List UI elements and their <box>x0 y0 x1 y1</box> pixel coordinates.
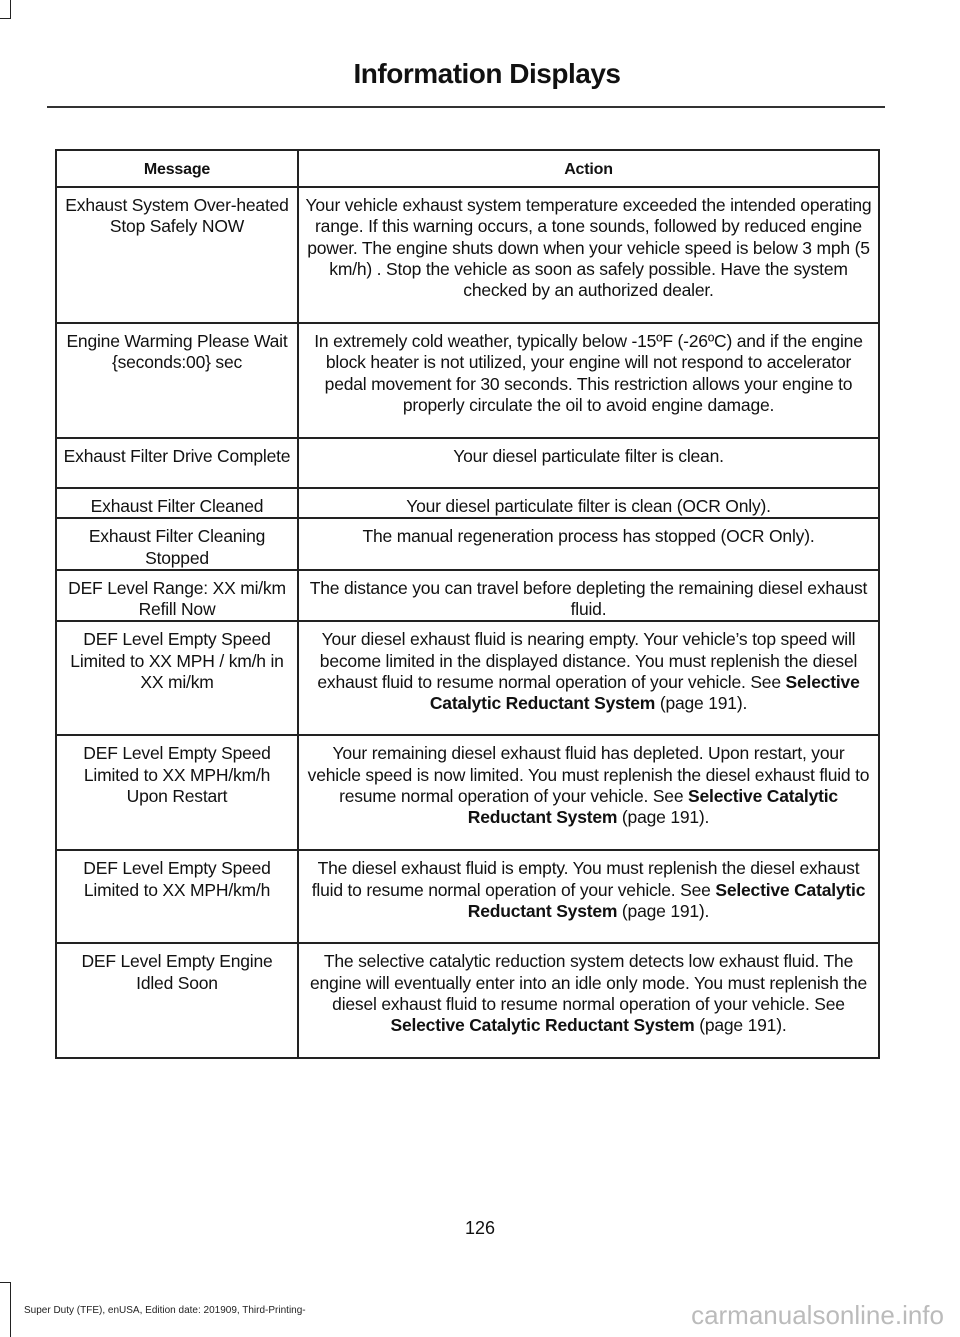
table-row <box>56 943 879 1058</box>
action-cell <box>298 323 879 438</box>
page-number: 126 <box>464 1218 496 1238</box>
cross-reference-link[interactable]: Selective Catalytic Reductant System <box>467 786 838 828</box>
action-text: Your remaining diesel exhaust fluid has depleted. Upon restart, your vehicle speed is now limited. You must replenish the diesel exhaust fluid to resume normal operation of your vehicle. See <box>307 743 870 807</box>
message-cell: Exhaust System Over-heated Stop Safely NOW <box>56 187 298 323</box>
action-text: The manual regeneration process has stopped (OCR Only). <box>362 526 815 547</box>
message-cell: Engine Warming Please Wait {seconds:00} sec <box>56 323 298 438</box>
column-header-action: Action <box>298 150 879 187</box>
action-text: Your diesel exhaust fluid is nearing empty. Your vehicle’s top speed will become limited in the displayed distance. You must replenish the diesel exhaust fluid to resume normal operation of your vehicle. See <box>317 629 858 693</box>
action-cell <box>298 187 879 323</box>
action-cell <box>298 488 879 518</box>
message-cell: Exhaust Filter Cleaned <box>56 488 298 518</box>
table-row <box>56 570 879 622</box>
table-row <box>56 187 879 323</box>
message-cell: Exhaust Filter Drive Complete <box>56 438 298 488</box>
message-cell: DEF Level Range: XX mi/km Refill Now <box>56 570 298 622</box>
action-text: Your diesel particulate filter is clean. <box>453 446 724 466</box>
table-row <box>56 518 879 570</box>
message-cell: DEF Level Empty Speed Limited to XX MPH/km/h <box>56 850 298 943</box>
cross-reference-link[interactable]: Selective Catalytic Reductant System <box>390 1015 695 1036</box>
table-row <box>56 438 879 488</box>
action-text: The selective catalytic reduction system detects low exhaust fluid. The engine will eventually enter into an idle only mode. You must replenish the diesel exhaust fluid to resume normal operation of your vehicle. See <box>309 951 868 1015</box>
footer-edition: Super Duty (TFE), enUSA, Edition date: 201909, Third-Printing- <box>24 1305 306 1316</box>
message-cell: DEF Level Empty Speed Limited to XX MPH / km/h in XX mi/km <box>56 621 298 735</box>
cross-reference-link[interactable]: Selective Catalytic Reductant System <box>467 879 866 922</box>
crop-mark <box>0 1282 11 1337</box>
table-row <box>56 850 879 943</box>
action-text: In extremely cold weather, typically below -15ºF (-26ºC) and if the engine block heater is not utilized, your engine will not respond to accelerator pedal movement for 30 seconds. This restriction allows your engine to properly circulate the oil to avoid engine damage. <box>314 331 863 415</box>
action-text: The diesel exhaust fluid is empty. You must replenish the diesel exhaust fluid to resume normal operation of your vehicle. See <box>311 858 860 900</box>
action-cell <box>298 735 879 850</box>
action-cell <box>298 438 879 488</box>
column-header-message: Message <box>56 150 298 187</box>
action-text: (page 191). <box>694 1015 787 1036</box>
action-cell <box>298 570 879 622</box>
message-cell: DEF Level Empty Engine Idled Soon <box>56 943 298 1058</box>
table-row <box>56 621 879 735</box>
action-cell <box>298 850 879 943</box>
action-text: Your diesel particulate filter is clean (OCR Only). <box>406 496 771 516</box>
messages-table <box>55 149 880 1059</box>
action-text: (page 191). <box>617 901 710 922</box>
table-row <box>56 488 879 518</box>
page-title: Information Displays <box>353 58 621 89</box>
action-cell <box>298 943 879 1058</box>
crop-mark <box>0 0 11 19</box>
cross-reference-link[interactable]: Selective Catalytic Reductant System <box>429 672 860 714</box>
table-row <box>56 735 879 850</box>
message-cell: DEF Level Empty Speed Limited to XX MPH/km/h Upon Restart <box>56 735 298 850</box>
header-divider <box>47 106 885 108</box>
action-text: (page 191). <box>617 807 710 828</box>
action-text: Your vehicle exhaust system temperature exceeded the intended operating range. If this warning occurs, a tone sounds, followed by reduced engine power. The engine shuts down when your vehicle speed is below 3 mph (5 km/h) . Stop the vehicle as soon as safely possible. Have the system checked by an authorized dealer. <box>305 195 872 301</box>
watermark: carmanualsonline.info <box>691 1300 944 1330</box>
action-text: (page 191). <box>655 693 748 714</box>
action-text: The distance you can travel before depleting the remaining diesel exhaust fluid. <box>309 577 868 620</box>
table-row <box>56 323 879 438</box>
action-cell <box>298 621 879 735</box>
action-cell <box>298 518 879 570</box>
message-cell: Exhaust Filter Cleaning Stopped <box>56 518 298 570</box>
